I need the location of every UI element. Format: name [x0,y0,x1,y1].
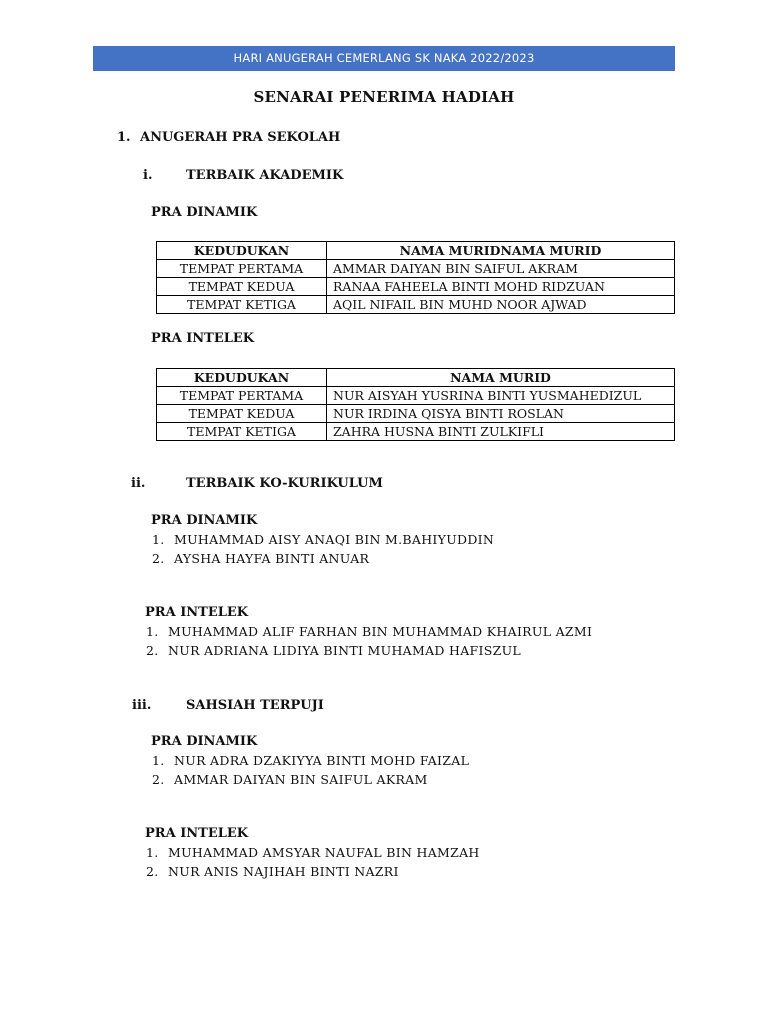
subsection-title-akademik: TERBAIK AKADEMIK [186,168,344,183]
list-item [152,530,494,549]
column-header-kedudukan: KEDUDUKAN [157,369,327,387]
recipient-name: AMMAR DAIYAN BIN SAIFUL AKRAM [174,772,428,787]
name-cell: NUR AISYAH YUSRINA BINTI YUSMAHEDIZUL [327,387,675,405]
ranking-table-akademik-intelek [156,368,675,441]
name-cell: RANAA FAHEELA BINTI MOHD RIDZUAN [327,278,675,296]
category-label-akademik-intelek: PRA INTELEK [151,331,255,346]
subsection-title-kokurikulum: TERBAIK KO-KURIKULUM [186,476,383,491]
list-item [152,549,494,568]
item-number: 1. [146,624,159,639]
column-header-kedudukan: KEDUDUKAN [157,242,327,260]
item-number: 2. [146,643,159,658]
name-cell: AQIL NIFAIL BIN MUHD NOOR AJWAD [327,296,675,314]
rank-cell: TEMPAT PERTAMA [157,387,327,405]
recipient-list-sahsiah-dinamik [152,751,469,789]
category-label-kokurikulum-intelek: PRA INTELEK [145,605,249,620]
table-row [157,296,675,314]
item-number: 1. [146,845,159,860]
list-item [146,622,592,641]
recipient-name: MUHAMMAD ALIF FARHAN BIN MUHAMMAD KHAIRUL AZMI [168,624,593,639]
recipient-name: NUR ADRA DZAKIYYA BINTI MOHD FAIZAL [174,753,470,768]
table-row [157,278,675,296]
table-row [157,387,675,405]
item-number: 1. [152,532,165,547]
item-number: 2. [152,551,165,566]
table-header-row [157,369,675,387]
ranking-table-akademik-dinamik [156,241,675,314]
category-label-sahsiah-dinamik: PRA DINAMIK [151,734,258,749]
recipient-name: MUHAMMAD AISY ANAQI BIN M.BAHIYUDDIN [174,532,495,547]
category-label-kokurikulum-dinamik: PRA DINAMIK [151,513,258,528]
section-title: ANUGERAH PRA SEKOLAH [140,130,341,145]
rank-cell: TEMPAT KETIGA [157,296,327,314]
column-header-nama-murid: NAMA MURIDNAMA MURID [327,242,675,260]
name-cell: NUR IRDINA QISYA BINTI ROSLAN [327,405,675,423]
page-title: SENARAI PENERIMA HADIAH [253,88,515,106]
rank-cell: TEMPAT PERTAMA [157,260,327,278]
subsection-number-kokurikulum: ii. [131,476,146,491]
recipient-name: AYSHA HAYFA BINTI ANUAR [174,551,370,566]
list-item [146,843,480,862]
name-cell: AMMAR DAIYAN BIN SAIFUL AKRAM [327,260,675,278]
table-row [157,405,675,423]
column-header-nama-murid: NAMA MURID [327,369,675,387]
name-cell: ZAHRA HUSNA BINTI ZULKIFLI [327,423,675,441]
rank-cell: TEMPAT KEDUA [157,278,327,296]
category-label-akademik-dinamik: PRA DINAMIK [151,205,258,220]
table-row [157,423,675,441]
rank-cell: TEMPAT KEDUA [157,405,327,423]
table-header-row [157,242,675,260]
item-number: 2. [152,772,165,787]
subsection-number-sahsiah: iii. [132,698,152,713]
recipient-list-sahsiah-intelek [146,843,480,881]
rank-cell: TEMPAT KETIGA [157,423,327,441]
recipient-list-kokurikulum-dinamik [152,530,494,568]
category-label-sahsiah-intelek: PRA INTELEK [145,826,249,841]
recipient-name: NUR ADRIANA LIDIYA BINTI MUHAMAD HAFISZUL [168,643,522,658]
subsection-title-sahsiah: SAHSIAH TERPUJI [186,698,324,713]
list-item [152,770,469,789]
list-item [152,751,469,770]
recipient-list-kokurikulum-intelek [146,622,592,660]
section-number: 1. [117,130,131,145]
recipient-name: NUR ANIS NAJIHAH BINTI NAZRI [168,864,399,879]
table-row [157,260,675,278]
list-item [146,862,480,881]
item-number: 2. [146,864,159,879]
header-banner: HARI ANUGERAH CEMERLANG SK NAKA 2022/2023 [93,46,675,71]
subsection-number-akademik: i. [143,168,153,183]
recipient-name: MUHAMMAD AMSYAR NAUFAL BIN HAMZAH [168,845,480,860]
list-item [146,641,592,660]
item-number: 1. [152,753,165,768]
